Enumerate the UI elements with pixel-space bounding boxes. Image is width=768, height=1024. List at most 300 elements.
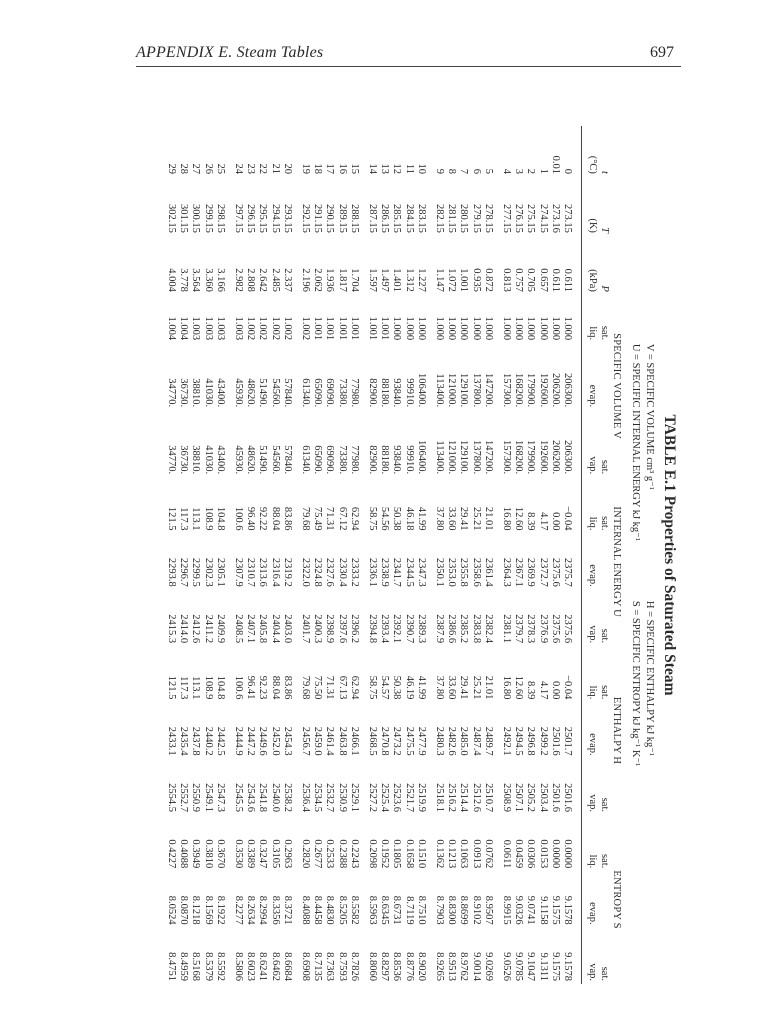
cell-s-vap: 8.8536 [391, 952, 403, 981]
cell-u-evap: 2375.6 [549, 557, 561, 587]
cell-v-evap: 77980. [348, 378, 360, 408]
cell-u-liq: 37.80 [433, 506, 445, 531]
cell-t: 21 [269, 163, 281, 174]
cell-h-vap: 2534.5 [312, 783, 324, 812]
definitions-left [626, 344, 656, 541]
cell-h-vap: 2505.2 [525, 783, 537, 812]
cell-P: 3.564 [190, 268, 202, 292]
cell-h-vap: 2552.7 [178, 783, 190, 812]
cell-v-vap: 61340. [299, 445, 311, 475]
cell-u-vap: 2381.1 [500, 614, 512, 644]
cell-u-vap: 2379.7 [513, 614, 525, 644]
cell-s-evap: 8.9915 [500, 895, 512, 925]
cell-v-liq: 1.001 [324, 316, 336, 341]
cell-u-liq: 21.01 [482, 506, 494, 531]
cell-t: 12 [391, 163, 403, 174]
cell-h-liq: 16.80 [500, 675, 512, 700]
cell-T: 298.15 [214, 204, 226, 233]
cell-h-evap: 2468.5 [366, 726, 378, 756]
cell-v-vap: 54560. [269, 445, 281, 475]
running-head: APPENDIX E. Steam Tables [136, 44, 324, 61]
cell-P: 0.611 [562, 268, 573, 292]
cell-u-evap: 2369.9 [525, 557, 537, 587]
cell-T: 293.15 [281, 204, 293, 233]
cell-u-evap: 2319.2 [281, 557, 293, 587]
cell-T: 283.15 [415, 204, 427, 233]
cell-v-vap: 206300. [562, 440, 573, 475]
cell-h-evap: 2461.4 [324, 726, 336, 756]
cell-v-vap: 168200. [513, 440, 525, 475]
table-row [165, 126, 177, 984]
cell-v-liq: 1.000 [446, 316, 458, 341]
cell-v-vap: 113400. [433, 440, 445, 475]
col-s-vap: vap. [582, 928, 599, 984]
table-row [402, 126, 414, 984]
table-row [482, 126, 500, 984]
table-row [378, 126, 390, 984]
cell-u-liq: 8.39 [525, 512, 537, 531]
cell-v-liq: 1.001 [348, 316, 360, 341]
cell-s-vap: 8.5168 [190, 952, 202, 981]
cell-u-evap: 2364.3 [500, 557, 512, 587]
cell-u-vap: 2415.3 [165, 614, 177, 644]
cell-s-evap: 8.7119 [403, 896, 415, 925]
cell-v-evap: 179900. [525, 373, 537, 408]
cell-v-liq: 1.002 [269, 316, 281, 341]
cell-v-evap: 99910. [403, 378, 415, 408]
cell-h-liq: 92.23 [257, 675, 269, 700]
cell-u-vap: 2390.7 [403, 614, 415, 644]
cell-u-vap: 2392.1 [391, 614, 403, 644]
cell-h-vap: 2536.4 [299, 783, 311, 812]
cell-u-liq: 12.60 [513, 506, 525, 531]
cell-h-vap: 2507.1 [513, 783, 525, 812]
rotated-table-block [120, 120, 680, 990]
cell-s-liq: 0.1805 [391, 839, 403, 869]
cell-u-evap: 2338.9 [379, 557, 391, 587]
cell-v-evap: 82900. [366, 378, 378, 408]
table-row [500, 126, 512, 984]
cell-T: 282.15 [433, 204, 445, 233]
cell-h-vap: 2523.6 [391, 783, 403, 812]
cell-T: 275.15 [525, 204, 537, 233]
cell-u-vap: 2405.8 [257, 614, 269, 644]
cell-s-liq: 0.1952 [379, 839, 391, 869]
cell-u-vap: 2411.2 [202, 614, 214, 644]
cell-s-evap: 8.2277 [232, 895, 244, 925]
col-P-symbol: P [599, 285, 610, 292]
cell-P: 1.001 [458, 268, 470, 292]
cell-v-liq: 1.000 [500, 316, 512, 341]
cell-s-evap: 8.0870 [178, 895, 190, 925]
cell-s-evap: 8.4830 [324, 895, 336, 925]
cell-h-liq: 67.13 [336, 675, 348, 700]
cell-h-vap: 2503.4 [537, 783, 549, 812]
cell-s-evap: 9.1575 [549, 895, 561, 925]
cell-h-vap: 2547.3 [214, 783, 226, 812]
cell-h-liq: 75.50 [312, 675, 324, 700]
cell-u-evap: 2327.6 [324, 557, 336, 587]
table-row [281, 126, 299, 984]
cell-s-evap: 8.4458 [312, 895, 324, 925]
cell-v-liq: 1.004 [165, 316, 177, 341]
cell-t: 8 [446, 168, 458, 174]
col-u-sat: sat. [599, 516, 610, 531]
cell-v-liq: 1.002 [245, 316, 257, 341]
cell-u-evap: 2375.7 [562, 557, 573, 587]
cell-h-liq: 21.01 [482, 675, 494, 700]
cell-h-liq: 46.19 [403, 675, 415, 700]
cell-s-liq: 0.2388 [336, 839, 348, 869]
cell-u-vap: 2394.8 [366, 614, 378, 644]
cell-s-evap: 9.0741 [525, 895, 537, 925]
cell-t: 22 [257, 163, 269, 174]
cell-h-evap: 2473.2 [391, 726, 403, 756]
col-P-unit: (kPa) [582, 236, 599, 295]
cell-h-liq: 121.5 [165, 675, 177, 700]
table-row [201, 126, 213, 984]
cell-P: 1.704 [348, 268, 360, 292]
cell-s-evap: 8.4088 [299, 895, 311, 925]
cell-s-liq: 0.0913 [470, 839, 482, 869]
cell-h-vap: 2549.1 [202, 783, 214, 812]
cell-u-liq: 33.60 [446, 506, 458, 531]
table-row [390, 126, 402, 984]
col-h-sat-vap: sat. [599, 797, 610, 812]
cell-T: 273.15 [562, 204, 573, 233]
cell-h-evap: 2444.9 [232, 726, 244, 756]
cell-v-liq: 1.000 [391, 316, 403, 341]
cell-t: 14 [366, 163, 378, 174]
cell-v-vap: 45930. [232, 445, 244, 475]
col-v-sat: sat. [599, 325, 610, 341]
table-row [244, 126, 256, 984]
col-v-liq: liq. [582, 295, 599, 343]
table-row [299, 126, 311, 984]
column-header-row-2 [582, 126, 599, 984]
cell-s-vap: 8.7363 [324, 952, 336, 981]
cell-v-liq: 1.002 [299, 316, 311, 341]
cell-h-liq: 96.41 [245, 675, 257, 700]
cell-u-evap: 2316.4 [269, 557, 281, 587]
cell-u-vap: 2382.4 [482, 614, 494, 644]
cell-T: 299.15 [202, 204, 214, 233]
definitions-right [626, 601, 656, 766]
cell-T: 274.15 [537, 204, 549, 233]
cell-u-liq: 92.22 [257, 506, 269, 531]
cell-h-evap: 2489.7 [482, 726, 494, 756]
cell-v-vap: 206200. [549, 440, 561, 475]
cell-h-evap: 2499.2 [537, 726, 549, 756]
cell-u-vap: 2404.4 [269, 614, 281, 644]
cell-v-liq: 1.004 [178, 316, 190, 341]
table-row [561, 126, 582, 984]
cell-s-vap: 8.9265 [433, 952, 445, 981]
definition-enthalpy: H = SPECIFIC ENTHALPY kJ kg⁻¹ [644, 600, 655, 756]
col-T-unit: (K) [582, 177, 599, 236]
cell-u-vap: 2409.9 [214, 614, 226, 644]
cell-s-evap: 8.5963 [366, 895, 378, 925]
cell-v-vap: 69090. [324, 445, 336, 475]
cell-h-liq: 54.57 [379, 675, 391, 700]
cell-T: 302.15 [165, 204, 177, 233]
cell-u-evap: 2296.7 [178, 557, 190, 587]
cell-u-evap: 2350.1 [433, 557, 445, 587]
cell-u-vap: 2375.6 [562, 614, 573, 644]
cell-u-vap: 2387.9 [433, 614, 445, 644]
cell-v-vap: 99910. [403, 445, 415, 475]
cell-P: 2.062 [312, 268, 324, 292]
cell-v-liq: 1.000 [403, 316, 415, 341]
cell-h-vap: 2501.6 [549, 783, 561, 812]
cell-u-evap: 2358.6 [470, 557, 482, 587]
cell-u-vap: 2393.4 [379, 614, 391, 644]
cell-T: 285.15 [391, 204, 403, 233]
cell-P: 2.982 [232, 268, 244, 292]
cell-t: 26 [202, 163, 214, 174]
cell-s-liq: 0.3810 [202, 839, 214, 869]
cell-v-liq: 1.000 [525, 316, 537, 341]
cell-s-evap: 8.5205 [336, 895, 348, 925]
cell-h-liq: 58.75 [366, 675, 378, 700]
cell-s-liq: 0.3105 [269, 839, 281, 869]
cell-u-liq: 75.49 [312, 506, 324, 531]
steam-table-body [165, 126, 582, 984]
cell-s-liq: 0.2098 [366, 839, 378, 869]
cell-v-evap: 54560. [269, 378, 281, 408]
cell-v-vap: 65090. [312, 445, 324, 475]
group-header-row [610, 126, 626, 984]
cell-t: 10 [415, 163, 427, 174]
cell-s-vap: 8.7826 [348, 952, 360, 981]
cell-u-vap: 2397.6 [336, 614, 348, 644]
definition-entropy: S = SPECIFIC ENTROPY kJ kg⁻¹ K⁻¹ [630, 600, 641, 767]
cell-h-vap: 2512.6 [470, 783, 482, 812]
table-row [457, 126, 469, 984]
cell-s-evap: 8.5582 [348, 895, 360, 925]
cell-h-liq: 50.38 [391, 675, 403, 700]
table-row [469, 126, 481, 984]
cell-h-evap: 2449.6 [257, 726, 269, 756]
cell-s-vap: 8.6908 [299, 952, 311, 981]
cell-T: 295.15 [257, 204, 269, 233]
cell-s-liq: 0.3670 [214, 839, 226, 869]
col-t-symbol: t [599, 171, 610, 174]
cell-s-liq: 0.0000 [549, 839, 561, 869]
cell-u-liq: 96.40 [245, 506, 257, 531]
cell-s-liq: 0.0153 [537, 839, 549, 869]
cell-s-evap: 8.2634 [245, 895, 257, 925]
cell-s-evap: 8.9102 [470, 895, 482, 925]
cell-s-vap: 9.0269 [482, 952, 494, 981]
cell-s-liq: 0.0762 [482, 839, 494, 869]
cell-s-liq: 0.1510 [415, 839, 427, 869]
cell-s-vap: 8.6684 [281, 952, 293, 981]
cell-v-vap: 57840. [281, 445, 293, 475]
cell-s-vap: 8.6023 [245, 952, 257, 981]
table-row [524, 126, 536, 984]
cell-P: 3.778 [178, 268, 190, 292]
cell-s-liq: 0.3949 [190, 839, 202, 869]
col-T-symbol: T [599, 227, 610, 233]
cell-h-evap: 2501.7 [562, 726, 573, 756]
cell-v-evap: 88180. [379, 378, 391, 408]
cell-t: 4 [500, 168, 512, 174]
cell-T: 273.16 [549, 204, 561, 233]
cell-h-liq: 41.99 [415, 675, 427, 700]
cell-h-evap: 2487.4 [470, 726, 482, 756]
cell-h-evap: 2485.0 [458, 726, 470, 756]
table-row [268, 126, 280, 984]
cell-h-evap: 2454.3 [281, 726, 293, 756]
cell-h-liq: 37.80 [433, 675, 445, 700]
group-entropy: ENTROPY S [611, 870, 622, 929]
cell-v-evap: 38810. [190, 378, 202, 408]
col-s-sat-vap: sat. [599, 966, 610, 981]
cell-t: 16 [336, 163, 348, 174]
cell-u-evap: 2353.0 [446, 557, 458, 587]
cell-v-vap: 41030. [202, 445, 214, 475]
cell-v-evap: 206300. [562, 373, 573, 408]
cell-s-evap: 8.0524 [165, 895, 177, 925]
cell-t: 5 [482, 168, 494, 174]
col-v-evap: evap. [582, 343, 599, 410]
cell-P: 0.657 [537, 268, 549, 292]
cell-s-liq: 0.0611 [500, 839, 512, 869]
cell-u-liq: 62.94 [348, 506, 360, 531]
cell-h-liq: 83.86 [281, 675, 293, 700]
cell-t: 11 [403, 163, 415, 174]
cell-v-liq: 1.000 [482, 316, 494, 341]
cell-h-vap: 2543.6 [245, 783, 257, 812]
cell-h-evap: 2442.5 [214, 726, 226, 756]
cell-s-vap: 8.8776 [403, 952, 415, 981]
col-s-liq: liq. [582, 815, 599, 871]
cell-t: 18 [312, 163, 324, 174]
cell-v-vap: 93840. [391, 445, 403, 475]
cell-T: 291.15 [312, 204, 324, 233]
cell-v-vap: 38810. [190, 445, 202, 475]
cell-t: 1 [537, 168, 549, 174]
cell-h-liq: 113.1 [190, 676, 202, 700]
cell-s-vap: 9.1047 [525, 952, 537, 981]
cell-s-liq: 0.1362 [433, 839, 445, 869]
cell-T: 286.15 [379, 204, 391, 233]
cell-u-evap: 2333.2 [348, 557, 360, 587]
cell-P: 1.497 [379, 268, 391, 292]
cell-v-vap: 106400. [415, 440, 427, 475]
cell-v-evap: 61340. [299, 378, 311, 408]
cell-h-vap: 2554.5 [165, 783, 177, 812]
cell-s-evap: 8.3356 [269, 895, 281, 925]
cell-t: 0 [562, 168, 573, 174]
cell-h-evap: 2492.1 [500, 726, 512, 756]
cell-u-vap: 2412.6 [190, 614, 202, 644]
cell-h-liq: 108.9 [202, 675, 214, 700]
cell-P: 2.485 [269, 268, 281, 292]
cell-u-liq: 83.86 [281, 506, 293, 531]
cell-t: 25 [214, 163, 226, 174]
cell-v-evap: 192600. [537, 373, 549, 408]
table-row [177, 126, 189, 984]
cell-P: 1.817 [336, 268, 348, 292]
cell-s-evap: 8.3721 [281, 895, 293, 925]
cell-t: 17 [324, 163, 336, 174]
cell-s-evap: 8.2994 [257, 895, 269, 925]
cell-u-vap: 2408.5 [232, 614, 244, 644]
cell-T: 292.15 [299, 204, 311, 233]
definition-volume: V = SPECIFIC VOLUME cm³ g⁻¹ [644, 343, 655, 490]
cell-t: 19 [299, 163, 311, 174]
cell-u-vap: 2383.8 [470, 614, 482, 644]
cell-h-evap: 2496.8 [525, 726, 537, 756]
cell-v-vap: 179900. [525, 440, 537, 475]
cell-u-vap: 2396.2 [348, 614, 360, 644]
cell-s-liq: 0.0459 [513, 839, 525, 869]
cell-h-evap: 2470.8 [379, 726, 391, 756]
cell-T: 278.15 [482, 204, 494, 233]
cell-s-liq: 0.4227 [165, 839, 177, 869]
cell-v-vap: 43400. [214, 445, 226, 475]
cell-v-evap: 137800. [470, 373, 482, 408]
cell-T: 294.15 [269, 204, 281, 233]
cell-u-liq: 46.18 [403, 506, 415, 531]
group-internal-energy: INTERNAL ENERGY U [611, 506, 622, 617]
cell-s-vap: 8.9513 [446, 952, 458, 981]
cell-v-evap: 206200. [549, 373, 561, 408]
cell-v-liq: 1.001 [366, 316, 378, 341]
cell-s-liq: 0.0000 [562, 839, 573, 869]
cell-u-evap: 2302.3 [202, 557, 214, 587]
cell-v-vap: 192600. [537, 440, 549, 475]
cell-t: 9 [433, 168, 445, 174]
cell-s-vap: 9.1575 [549, 952, 561, 981]
cell-P: 1.312 [403, 268, 415, 292]
cell-s-evap: 9.1158 [537, 896, 549, 925]
cell-t: 13 [379, 163, 391, 174]
cell-u-evap: 2293.8 [165, 557, 177, 587]
cell-T: 300.15 [190, 204, 202, 233]
cell-v-liq: 1.000 [470, 316, 482, 341]
cell-v-evap: 51490. [257, 378, 269, 408]
cell-u-vap: 2414.0 [178, 614, 190, 644]
cell-s-evap: 8.7903 [433, 895, 445, 925]
cell-t: 29 [165, 163, 177, 174]
cell-v-evap: 69090. [324, 378, 336, 408]
cell-u-evap: 2322.0 [299, 557, 311, 587]
cell-s-vap: 8.5592 [214, 952, 226, 981]
cell-u-liq: 100.6 [232, 506, 244, 531]
table-row [348, 126, 366, 984]
cell-h-vap: 2519.9 [415, 783, 427, 812]
cell-P: 1.147 [433, 268, 445, 292]
cell-P: 1.597 [366, 268, 378, 292]
cell-h-liq: 12.60 [513, 675, 525, 700]
cell-v-liq: 1.000 [415, 316, 427, 341]
cell-P: 1.227 [415, 268, 427, 292]
cell-v-vap: 121000. [446, 440, 458, 475]
cell-u-liq: 117.3 [178, 507, 190, 531]
cell-P: 0.611 [549, 268, 561, 292]
cell-u-vap: 2385.2 [458, 614, 470, 644]
cell-s-evap: 8.8699 [458, 895, 470, 925]
table-row [549, 126, 561, 984]
cell-u-evap: 2313.6 [257, 557, 269, 587]
cell-T: 301.15 [178, 204, 190, 233]
cell-s-vap: 8.5806 [232, 952, 244, 981]
cell-h-evap: 2501.6 [549, 726, 561, 756]
cell-v-vap: 88180. [379, 445, 391, 475]
